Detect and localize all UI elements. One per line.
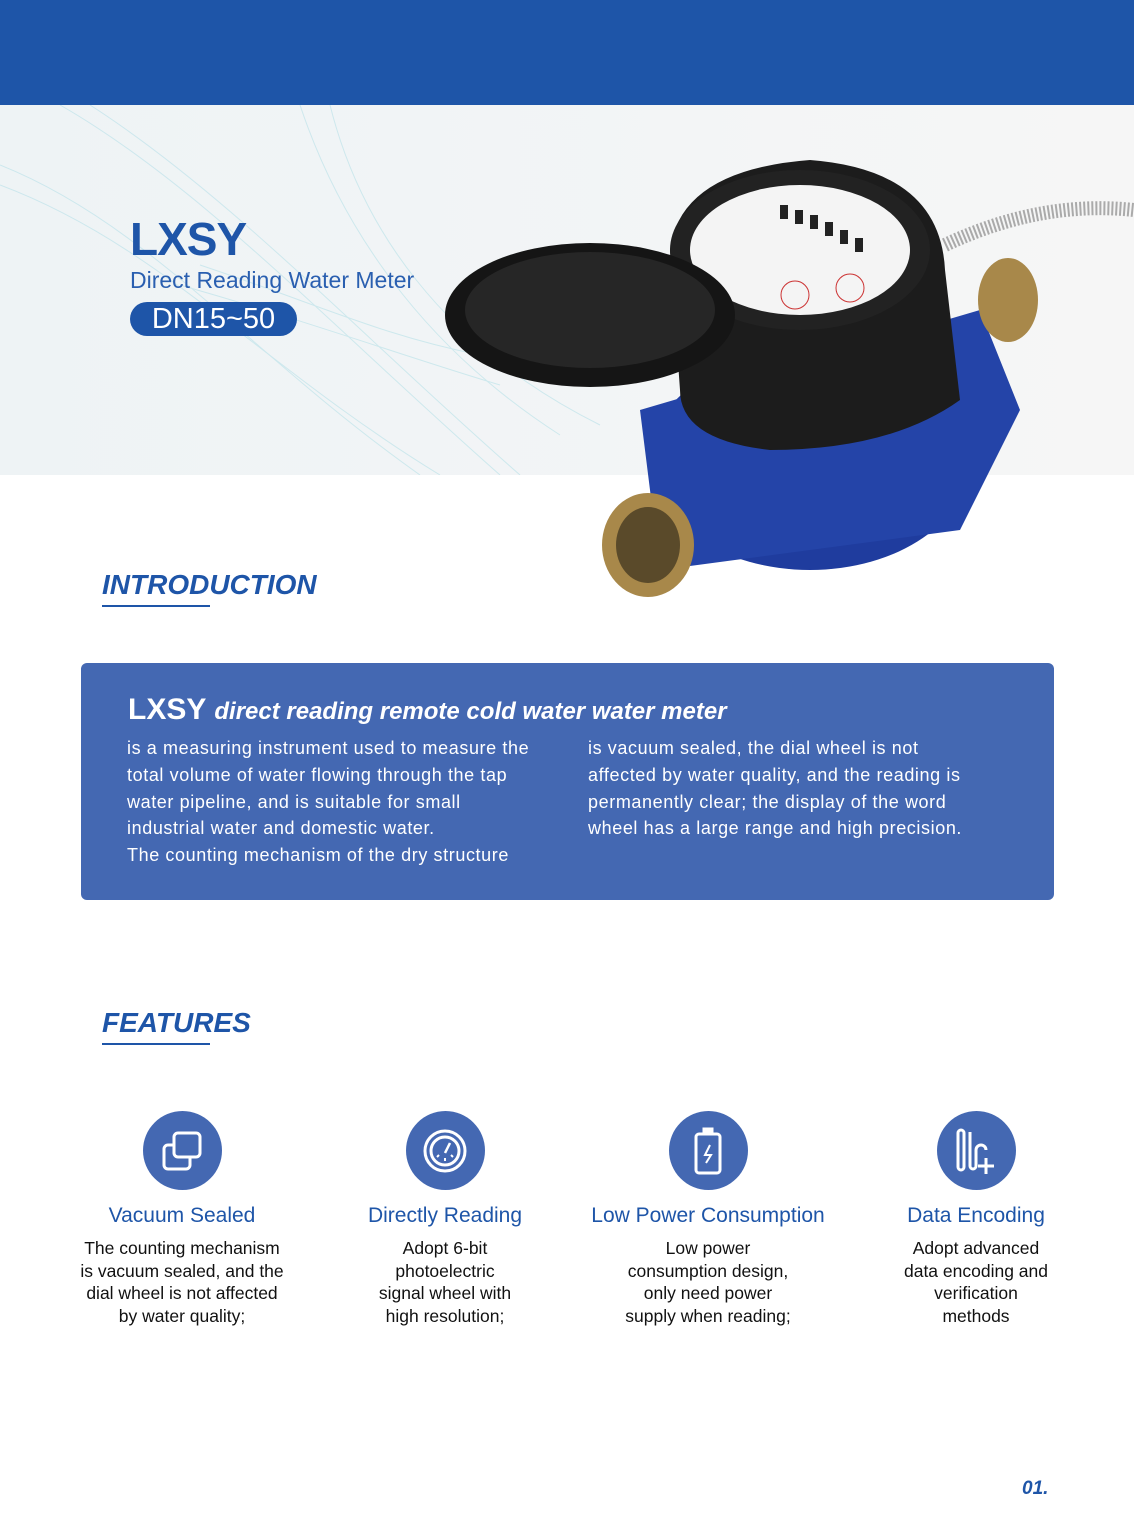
feature-low-power bbox=[578, 1111, 838, 1327]
intro-column-2 bbox=[588, 735, 1008, 842]
desc-line: supply when reading; bbox=[625, 1305, 791, 1326]
feature-title: Vacuum Sealed bbox=[108, 1204, 256, 1227]
feature-description bbox=[846, 1237, 1106, 1327]
feature-description bbox=[52, 1237, 312, 1327]
desc-line: Low power bbox=[665, 1238, 751, 1258]
intro-heading-brand: LXSY bbox=[128, 693, 207, 726]
size-badge: DN15~50 bbox=[130, 302, 297, 336]
gauge-icon bbox=[406, 1111, 485, 1190]
desc-line: Adopt advanced bbox=[912, 1238, 1040, 1258]
intro-column-1 bbox=[127, 735, 567, 869]
desc-line: high resolution; bbox=[385, 1305, 505, 1326]
desc-line: verification bbox=[934, 1283, 1018, 1303]
battery-icon bbox=[669, 1111, 748, 1190]
page-number: 01. bbox=[1022, 1478, 1049, 1499]
desc-line: data encoding and bbox=[903, 1260, 1049, 1281]
feature-title: Low Power Consumption bbox=[591, 1204, 825, 1227]
top-banner bbox=[0, 0, 1134, 105]
intro-line: industrial water and domestic water. bbox=[127, 818, 435, 839]
desc-line: consumption design, bbox=[627, 1260, 789, 1281]
features-title: FEATURES bbox=[102, 1007, 251, 1038]
desc-line: The counting mechanism bbox=[84, 1238, 280, 1258]
desc-line: methods bbox=[942, 1305, 1010, 1326]
intro-line: is a measuring instrument used to measure the bbox=[127, 738, 530, 758]
data-encoding-icon bbox=[937, 1111, 1016, 1190]
intro-line: water pipeline, and is suitable for small bbox=[127, 791, 461, 812]
intro-line: is vacuum sealed, the dial wheel is not bbox=[588, 738, 919, 758]
desc-line: dial wheel is not affected bbox=[86, 1283, 278, 1303]
introduction-box bbox=[81, 663, 1054, 900]
intro-line: permanently clear; the display of the word bbox=[588, 791, 947, 812]
product-subtitle: Direct Reading Water Meter bbox=[130, 267, 415, 293]
brand-title: LXSY bbox=[130, 213, 247, 265]
introduction-title: INTRODUCTION bbox=[102, 569, 317, 600]
intro-line: wheel has a large range and high precision. bbox=[588, 818, 963, 839]
desc-line: photoelectric bbox=[395, 1260, 495, 1281]
vacuum-sealed-icon bbox=[143, 1111, 222, 1190]
feature-data-encoding bbox=[846, 1111, 1106, 1327]
feature-title: Directly Reading bbox=[367, 1204, 523, 1227]
desc-line: signal wheel with bbox=[378, 1283, 512, 1303]
water-meter-image bbox=[440, 150, 1134, 620]
intro-line: total volume of water flowing through the tap bbox=[127, 764, 508, 785]
desc-line: is vacuum sealed, and the bbox=[80, 1260, 284, 1281]
feature-description bbox=[315, 1237, 575, 1327]
intro-line: The counting mechanism of the dry structure bbox=[127, 845, 509, 866]
feature-vacuum-sealed bbox=[52, 1111, 312, 1327]
desc-line: Adopt 6-bit bbox=[402, 1238, 488, 1258]
desc-line: only need power bbox=[643, 1283, 773, 1303]
desc-line: by water quality; bbox=[118, 1305, 246, 1326]
intro-heading-text: direct reading remote cold water water meter bbox=[214, 698, 727, 725]
intro-line: affected by water quality, and the reading is bbox=[588, 764, 961, 785]
feature-title: Data Encoding bbox=[907, 1204, 1045, 1227]
feature-directly-reading bbox=[315, 1111, 575, 1327]
feature-description bbox=[578, 1237, 838, 1327]
intro-heading bbox=[128, 693, 727, 727]
